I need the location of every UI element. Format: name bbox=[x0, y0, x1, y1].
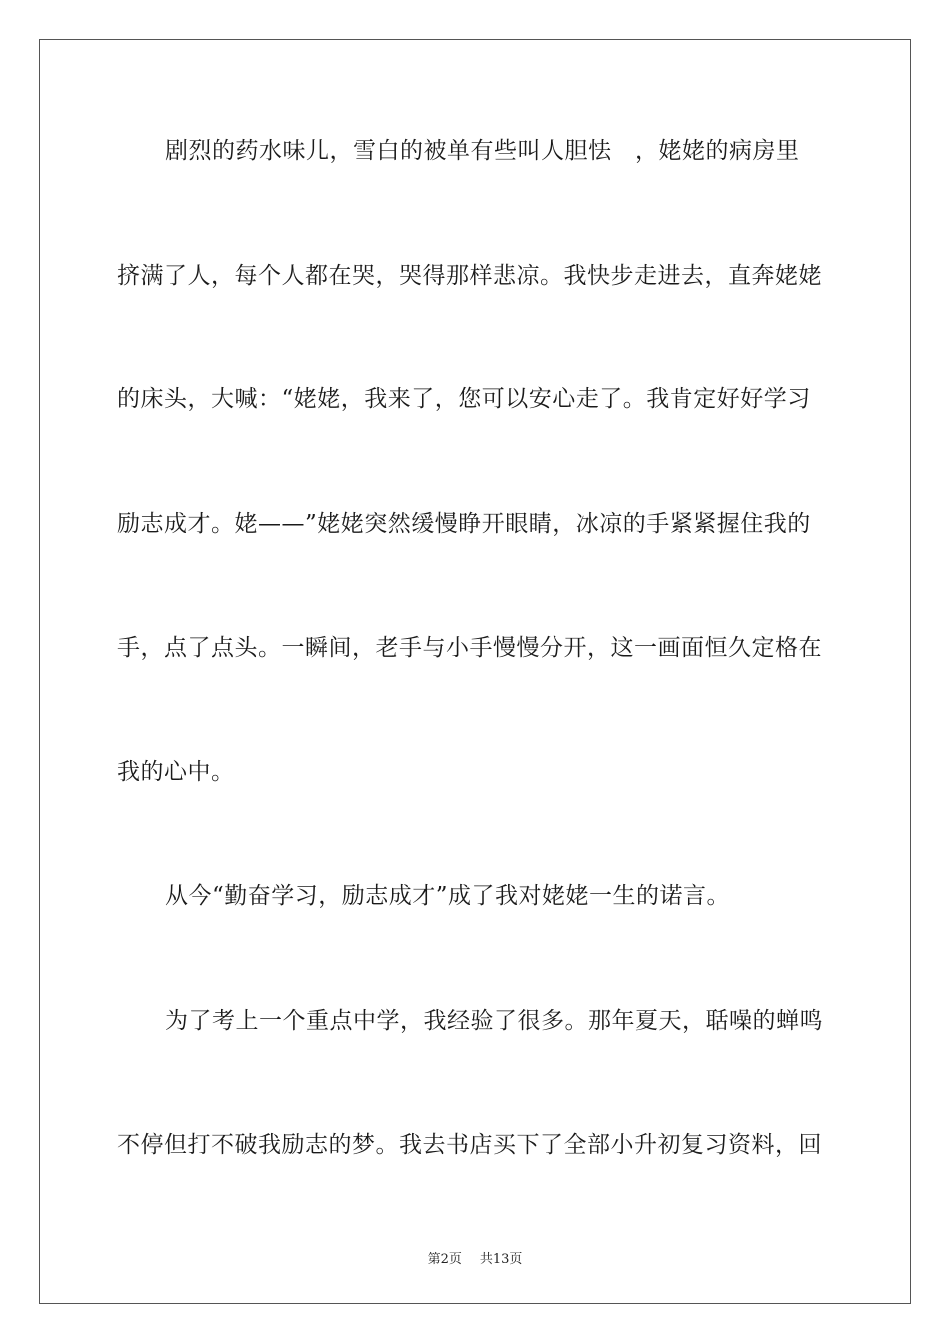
paragraph-line-5: 手，点了点头。一瞬间，老手与小手慢慢分开，这一画面恒久定格在 bbox=[117, 635, 822, 661]
paragraph-line-3: 的床头，大喊：“姥姥，我来了，您可以安心走了。我肯定好好学习 bbox=[117, 386, 811, 412]
page-number: 第2页 bbox=[427, 1252, 462, 1267]
page-footer bbox=[0, 1248, 950, 1267]
paragraph-line-9: 不停但打不破我励志的梦。我去书店买下了全部小升初复习资料，回 bbox=[117, 1132, 822, 1158]
paragraph-line-1: 剧烈的药水味儿，雪白的被单有些叫人胆怯 ，姥姥的病房里 bbox=[165, 138, 800, 164]
page-total: 共13页 bbox=[479, 1252, 523, 1267]
paragraph-line-6: 我的心中。 bbox=[117, 759, 235, 785]
paragraph-line-7: 从今“勤奋学习，励志成才”成了我对姥姥一生的诺言。 bbox=[165, 883, 731, 909]
paragraph-line-4: 励志成才。姥——”姥姥突然缓慢睁开眼睛，冰凉的手紧紧握住我的 bbox=[117, 511, 811, 537]
paragraph-line-2: 挤满了人，每个人都在哭，哭得那样悲凉。我快步走进去，直奔姥姥 bbox=[117, 263, 822, 289]
page-border bbox=[39, 39, 911, 1304]
paragraph-line-8: 为了考上一个重点中学，我经验了很多。那年夏天，聒噪的蝉鸣 bbox=[165, 1008, 823, 1034]
